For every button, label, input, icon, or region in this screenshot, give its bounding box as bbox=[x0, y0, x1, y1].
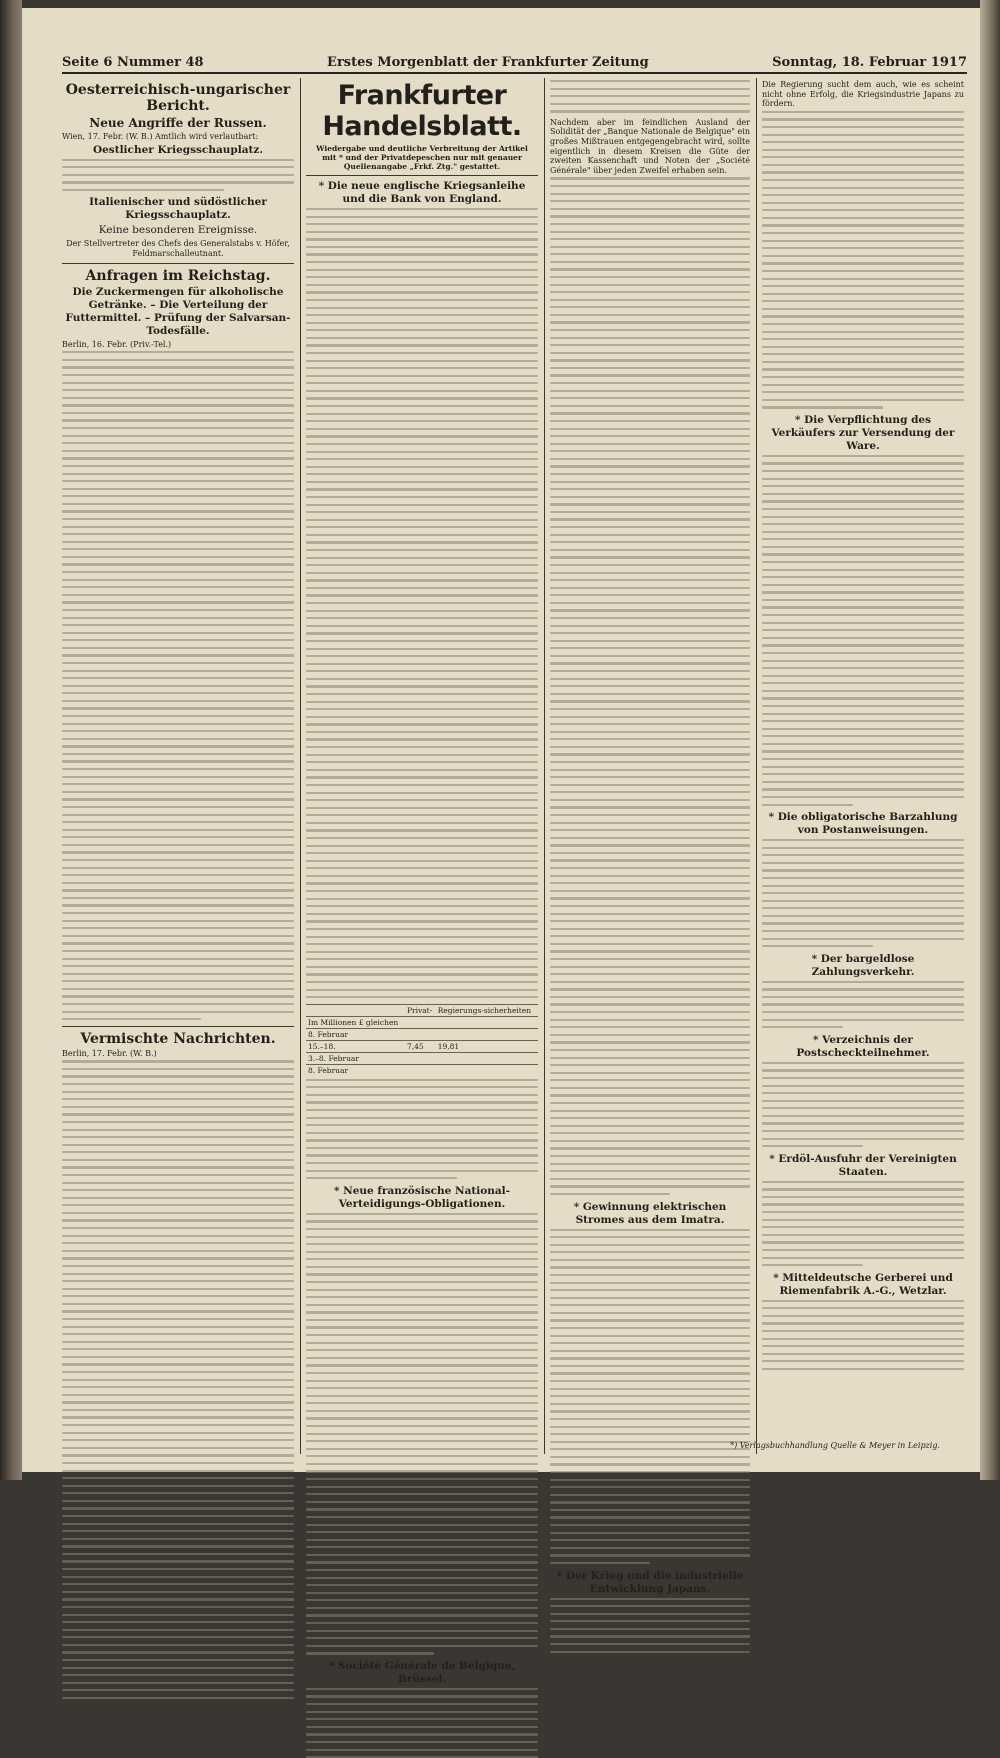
report-signature: Der Stellvertreter des Chefs des Generalstabs v. Höfer, Feldmarschalleutnant. bbox=[66, 239, 290, 259]
report-subtitle: Neue Angriffe der Russen. bbox=[89, 116, 267, 130]
column-rule bbox=[544, 78, 545, 1454]
loan-table bbox=[306, 1004, 538, 1076]
article-postal-orders-title: * Die obligatorische Barzahlung von Postanweisungen. bbox=[768, 811, 958, 837]
reichstag-subtitle: Die Zuckermengen für alkoholische Getränke. – Die Verteilung der Futtermittel. – Prüfung der Salvarsan-Todesfälle. bbox=[65, 285, 291, 337]
header-page-number: Seite 6 Nummer 48 bbox=[62, 55, 204, 70]
article-imatra-body bbox=[550, 1229, 750, 1565]
publisher-footnote: *) Verlagsbuchhandlung Quelle & Meyer in Leipzig. bbox=[730, 1441, 940, 1450]
article-war-loan-body-2 bbox=[306, 1079, 538, 1180]
column-rule bbox=[300, 78, 301, 1454]
reichstag-body bbox=[62, 351, 294, 1020]
article-war-loan-body bbox=[306, 208, 538, 998]
article-japan-continued: Die Regierung sucht dem auch, wie es scheint nicht ohne Erfolg, die Kriegsindustrie Japans zu fördern. bbox=[762, 80, 964, 109]
article-tannery-body bbox=[762, 1300, 964, 1370]
misc-news-body bbox=[62, 1060, 294, 1699]
article-war-loan-title: * Die neue englische Kriegsanleihe und die Bank von England. bbox=[318, 180, 526, 205]
column-3 bbox=[550, 78, 750, 1595]
article-cashless-title: * Der bargeldlose Zahlungsverkehr. bbox=[811, 952, 915, 978]
article-japan-body-2 bbox=[762, 111, 964, 409]
article-japan-body bbox=[550, 1598, 750, 1653]
no-events-text: Keine besonderen Ereignisse. bbox=[98, 224, 258, 237]
article-belgium-body bbox=[550, 177, 750, 1195]
report-dateline: Wien, 17. Febr. (W. B.) Amtlich wird verlautbart: bbox=[62, 132, 259, 141]
table-row: 8. Februar bbox=[306, 1028, 538, 1040]
front-italy-heading: Italienischer und südöstlicher Kriegsschauplatz. bbox=[89, 196, 267, 222]
article-postcheck-title: * Verzeichnis der Postscheckteilnehmer. bbox=[796, 1033, 930, 1059]
table-row: Im Millionen £ gleichen bbox=[306, 1016, 538, 1028]
reichstag-title: Anfragen im Reichstag. bbox=[85, 267, 271, 284]
report-body bbox=[62, 159, 294, 192]
table-row: 8. Februar bbox=[306, 1064, 538, 1076]
handelsblatt-intro: Wiedergabe und deutliche Verbreitung der Artikel mit * und der Privatdepeschen nur mit genauer Quellenangabe „Frkf. Ztg." gestattet. bbox=[316, 144, 528, 171]
article-delivery-title: * Die Verpflichtung des Verkäufers zur Versendung der Ware. bbox=[771, 413, 955, 452]
table-head-government: Regierungs-sicherheiten bbox=[436, 1004, 538, 1016]
handelsblatt-title: Frankfurter Handelsblatt. bbox=[322, 80, 522, 142]
article-japan-title: * Der Krieg und die industrielle Entwicklung Japans. bbox=[556, 1569, 744, 1595]
article-belgium-excerpt: Nachdem aber im feindlichen Ausland der Solidität der „Banque Nationale de Belgique" ein großes Mißtrauen entgegengebracht wird, sollte eigentlich in diesem Kreisen die Güte der zweiten Kassenchaft und Noten der „Société Générale" über jeden Zweifel erhaben sein. bbox=[550, 117, 750, 175]
table-head-label bbox=[306, 1004, 405, 1016]
article-tannery-title: * Mitteldeutsche Gerberei und Riemenfabrik A.-G., Wetzlar. bbox=[773, 1271, 953, 1297]
article-cashless-body bbox=[762, 981, 964, 1029]
header-masthead: Erstes Morgenblatt der Frankfurter Zeitung bbox=[327, 55, 649, 70]
column-2 bbox=[306, 78, 538, 1685]
column-rule bbox=[756, 78, 757, 1454]
article-postal-orders-body bbox=[762, 839, 964, 947]
article-oil-export-title: * Erdöl-Ausfuhr der Vereinigten Staaten. bbox=[769, 1152, 957, 1178]
divider bbox=[62, 263, 294, 264]
column-1 bbox=[62, 78, 294, 1454]
header-date: Sonntag, 18. Februar 1917 bbox=[772, 55, 967, 70]
table-head-private: Privat- bbox=[405, 1004, 436, 1016]
reichstag-dateline: Berlin, 16. Febr. (Priv.-Tel.) bbox=[62, 339, 172, 349]
article-delivery-body bbox=[762, 455, 964, 806]
newspaper-page bbox=[22, 8, 980, 1685]
misc-news-dateline: Berlin, 17. Febr. (W. B.) bbox=[62, 1048, 157, 1058]
report-title: Oesterreichisch-ungarischer Bericht. bbox=[65, 82, 291, 114]
misc-news-title: Vermischte Nachrichten. bbox=[80, 1030, 276, 1047]
article-postcheck-body bbox=[762, 1062, 964, 1148]
article-french-obligations-title: * Neue französische National-Verteidigungs-Obligationen. bbox=[333, 1184, 511, 1210]
article-oil-export-body bbox=[762, 1181, 964, 1267]
article-societe-generale-body bbox=[306, 1688, 538, 1758]
divider bbox=[306, 175, 538, 176]
article-imatra-title: * Gewinnung elektrischen Stromes aus dem Imatra. bbox=[573, 1200, 727, 1226]
divider bbox=[62, 1026, 294, 1027]
front-east-heading: Oestlicher Kriegsschauplatz. bbox=[92, 143, 264, 156]
article-societe-generale-title: * Société Générale de Belgique, Brüssel. bbox=[328, 1659, 516, 1685]
article-belgium-body-start bbox=[550, 80, 750, 113]
table-row: 3.–8. Februar bbox=[306, 1052, 538, 1064]
book-spine bbox=[0, 0, 22, 1480]
article-french-obligations-body bbox=[306, 1213, 538, 1655]
column-4 bbox=[762, 78, 964, 1454]
table-row: 15.–18. 7,45 19,81 bbox=[306, 1040, 538, 1052]
page-edge bbox=[980, 0, 1000, 1480]
page-header bbox=[62, 48, 967, 74]
